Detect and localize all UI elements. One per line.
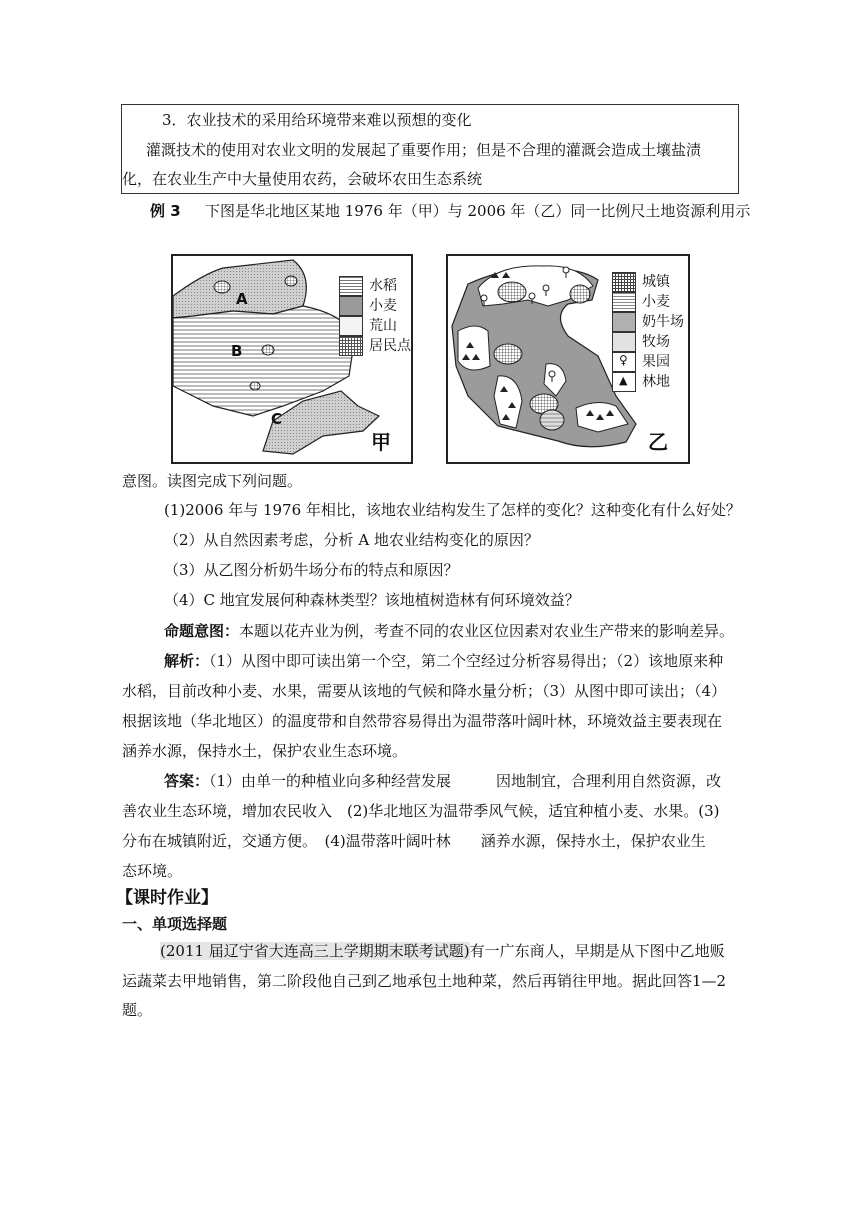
answer-label: 答案： [164, 772, 210, 790]
answer-line-1: 答案：（1）由单一的种植业向多种经营发展 因地制宜，合理利用自然资源，改 [164, 772, 722, 790]
legend-dairy-label: 奶牛场 [642, 314, 684, 330]
legend-rice-swatch [339, 276, 363, 296]
homework-q-line-3: 题。 [122, 1001, 153, 1019]
answer-line-3: 分布在城镇附近，交通方便。 (4)温带落叶阔叶林 涵养水源，保持水土，保护农业生 [122, 832, 706, 850]
homework-heading: 【课时作业】 [116, 888, 218, 908]
legend-yi-wheat-swatch [612, 292, 636, 312]
legend-settlement-swatch [339, 336, 363, 356]
analysis-line-3: 根据该地（华北地区）的温度带和自然带容易得出为温带落叶阔叶林，环境效益主要表现在 [122, 712, 723, 730]
analysis-label: 解析： [164, 652, 210, 670]
region-c-label: C [271, 410, 283, 428]
legend-forest-swatch [612, 372, 636, 392]
example-intro-cont: 意图。读图完成下列问题。 [122, 472, 303, 490]
legend-rice-label: 水稻 [369, 278, 397, 294]
map-yi-name: 乙 [648, 430, 668, 454]
analysis-line-4: 涵养水源，保持水土，保护农业生态环境。 [122, 742, 408, 760]
note-line-3: 化，在农业生产中大量使用农药，会破坏农田生态系统 [122, 170, 483, 188]
orchard-icon: ♀ [619, 353, 628, 367]
question-source: (2011 届辽宁省大连高三上学期期末联考试题) [160, 942, 470, 960]
region-a [173, 260, 306, 318]
note-line-1: 3．农业技术的采用给环境带来难以预想的变化 [162, 111, 472, 129]
legend-barren-swatch [339, 316, 363, 336]
analysis-line-2: 水稻，目前改种小麦、水果，需要从该地的气候和降水量分析；（3）从图中即可读出；（4） [122, 682, 727, 700]
question-3: （3）从乙图分析奶牛场分布的特点和原因？ [164, 561, 459, 579]
legend-wheat-label: 小麦 [369, 298, 397, 314]
region-b-label: B [231, 342, 243, 360]
tree-icon: ▲ [619, 374, 628, 387]
legend-settlement-label: 居民点 [369, 338, 411, 354]
legend-yi-wheat-label: 小麦 [642, 294, 670, 310]
map-jia [171, 254, 413, 464]
legend-pasture-swatch [612, 332, 636, 352]
region-a-label: A [236, 290, 248, 308]
answer-line-2: 善农业生态环境，增加农民收入 (2)华北地区为温带季风气候，适宜种植小麦、水果。(3) [122, 802, 720, 820]
analysis-line-1: 解析：（1）从图中即可读出第一个空，第二个空经过分析容易得出；（2）该地原来种 [164, 652, 724, 670]
answer-line-4: 态环境。 [122, 862, 183, 880]
example-intro: 下图是华北地区某地 1976 年（甲）与 2006 年（乙）同一比例尺土地资源利用示 [205, 202, 751, 220]
example-label: 例 3 [150, 202, 181, 220]
map-yi [446, 254, 690, 464]
legend-town-label: 城镇 [642, 274, 670, 290]
legend-orchard-label: 果园 [642, 354, 670, 370]
legend-town-swatch [612, 272, 636, 292]
homework-q-line-2: 运蔬菜去甲地销售，第二阶段他自己到乙地承包土地种菜，然后再销往甲地。据此回答1—2 [122, 972, 727, 990]
legend-forest-label: 林地 [642, 374, 670, 390]
legend-pasture-label: 牧场 [642, 334, 670, 350]
homework-q-line-1: (2011 届辽宁省大连高三上学期期末联考试题)有一广东商人，早期是从下图中乙地贩 [160, 942, 725, 960]
question-2: （2）从自然因素考虑，分析 A 地农业结构变化的原因？ [164, 531, 539, 549]
legend-barren-label: 荒山 [369, 318, 397, 334]
intent-label: 命题意图： [164, 622, 240, 640]
question-1: (1)2006 年与 1976 年相比，该地农业结构发生了怎样的变化？这种变化有什么好处？ [164, 501, 741, 519]
question-4: （4）C 地宜发展何种森林类型？该地植树造林有何环境效益？ [164, 591, 580, 609]
intent-text: 本题以花卉业为例，考查不同的农业区位因素对农业生产带来的影响差异。 [239, 622, 735, 640]
section-heading: 一、单项选择题 [122, 915, 228, 933]
legend-dairy-swatch [612, 312, 636, 332]
intent-line [164, 621, 734, 641]
legend-wheat-swatch [339, 296, 363, 316]
legend-orchard-swatch [612, 352, 636, 372]
map-jia-name: 甲 [371, 430, 391, 454]
note-line-2: 灌溉技术的使用对农业文明的发展起了重要作用；但是不合理的灌溉会造成土壤盐渍 [146, 141, 702, 159]
